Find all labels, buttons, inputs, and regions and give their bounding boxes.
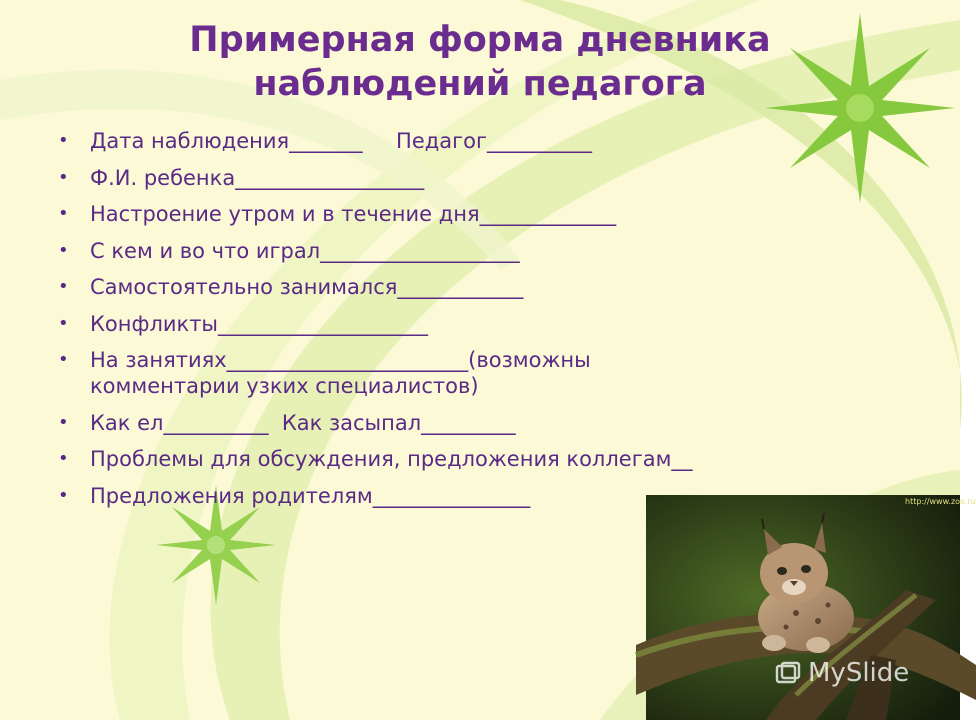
slide-title (0, 18, 960, 106)
form-field-list (58, 128, 818, 519)
list-item-issues: • Проблемы для обсуждения, предложения коллегам__ (58, 446, 818, 472)
list-item-conflicts: • Конфликты____________________ (58, 311, 818, 337)
list-item-child-name: • Ф.И. ребенка__________________ (58, 165, 818, 191)
list-item-eating-sleeping: • Как ел__________ Как засыпал_________ (58, 410, 818, 436)
list-item-lessons: • На занятиях_______________________(возможны комментарии узких специалистов) (58, 347, 818, 399)
list-item-self-activity: • Самостоятельно занимался____________ (58, 274, 818, 300)
title-line-1: Примерная форма дневника (189, 20, 771, 60)
list-item-mood: • Настроение утром и в течение дня_____________ (58, 201, 818, 227)
title-line-2: наблюдений педагога (253, 64, 707, 104)
myslide-watermark (774, 658, 909, 688)
list-item-play: • С кем и во что играл___________________ (58, 238, 818, 264)
list-item-date-teacher: • Дата наблюдения_______ Педагог__________ (58, 128, 818, 154)
list-item-parents: • Предложения родителям_______________ (58, 483, 818, 509)
watermark-text: MySlide (808, 658, 910, 688)
photo-site-label: http://www.zoo.ru (905, 497, 976, 506)
slides-icon (774, 660, 802, 688)
